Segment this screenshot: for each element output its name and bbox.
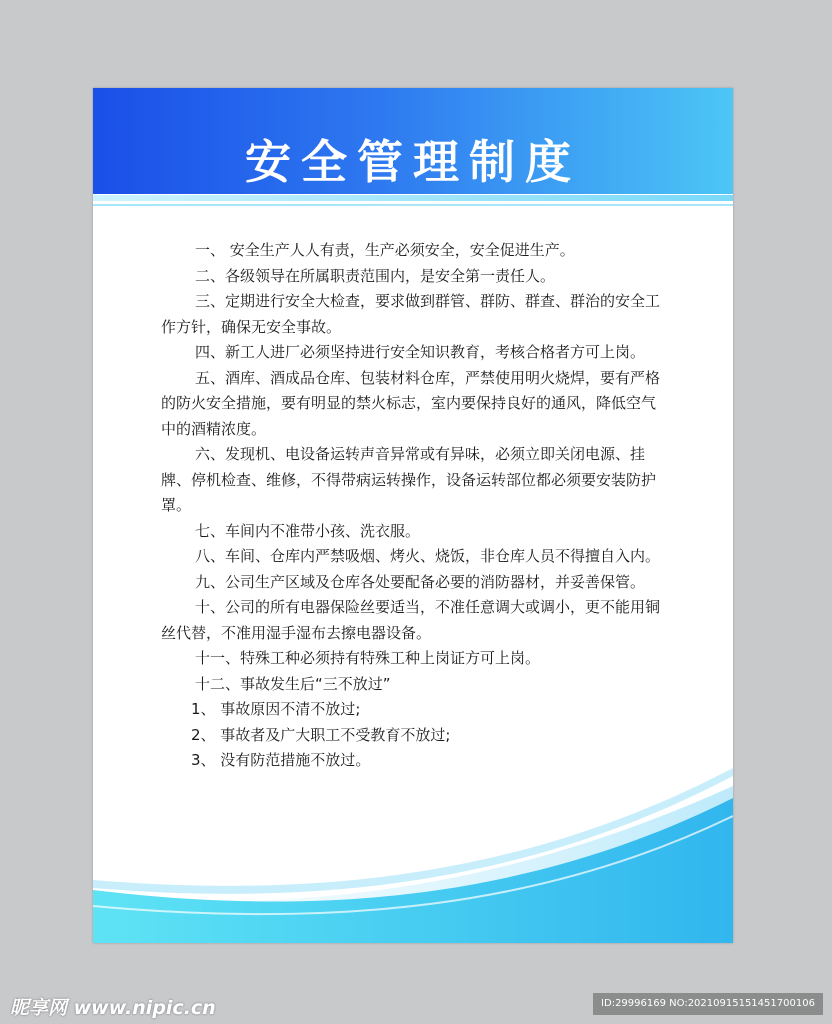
rule-item: 十一、特殊工种必须持有特殊工种上岗证方可上岗。 <box>195 649 541 667</box>
rule-item: 十二、事故发生后“三不放过” <box>195 674 391 693</box>
rule-item: 七、车间内不准带小孩、洗衣服。 <box>195 521 421 540</box>
sub-rule-item: 1、 事故原因不清不放过; <box>191 700 361 718</box>
rule-item: 六、发现机、电设备运转声音异常或有异味，必须立即关闭电源、挂牌、停机检查、维修，不得带病运转操作，设备运转部位都必须要安装防护罩。 <box>161 445 657 514</box>
safety-poster <box>93 88 733 943</box>
poster-header <box>93 88 733 194</box>
sub-rule-item: 3、 没有防范措施不放过。 <box>191 751 371 769</box>
header-stripe <box>93 195 733 201</box>
rule-item: 四、新工人进厂必须坚持进行安全知识教育，考核合格者方可上岗。 <box>195 343 646 361</box>
poster-title: 安全管理制度 <box>245 135 581 189</box>
image-id-bar: ID:29996169 NO:20210915151451700106 <box>593 993 823 1015</box>
watermark-logo: 昵享网 www.nipic.cn <box>10 997 216 1019</box>
rule-item: 二、各级领导在所属职责范围内，是安全第一责任人。 <box>195 266 556 285</box>
rule-item: 一、 安全生产人人有责，生产必须安全，安全促进生产。 <box>195 241 575 259</box>
bottom-wave-decoration <box>93 768 733 943</box>
rule-item: 八、车间、仓库内严禁吸烟、烤火、烧饭，非仓库人员不得擅自入内。 <box>195 547 661 565</box>
rule-item: 九、公司生产区域及仓库各处要配备必要的消防器材，并妥善保管。 <box>195 572 646 591</box>
header-stripe-thin <box>93 204 733 206</box>
rules-body <box>161 238 666 774</box>
rule-item: 十、公司的所有电器保险丝要适当，不准任意调大或调小，更不能用铜丝代替，不准用湿手湿布去擦电器设备。 <box>161 598 661 642</box>
rule-item: 五、酒库、酒成品仓库、包装材料仓库，严禁使用明火烧焊，要有严格的防火安全措施，要有明显的禁火标志，室内要保持良好的通风，降低空气中的酒精浓度。 <box>161 368 661 438</box>
rule-item: 三、定期进行安全大检查，要求做到群管、群防、群查、群治的安全工作方针，确保无安全事故。 <box>161 292 661 336</box>
sub-rule-item: 2、 事故者及广大职工不受教育不放过; <box>191 725 451 744</box>
